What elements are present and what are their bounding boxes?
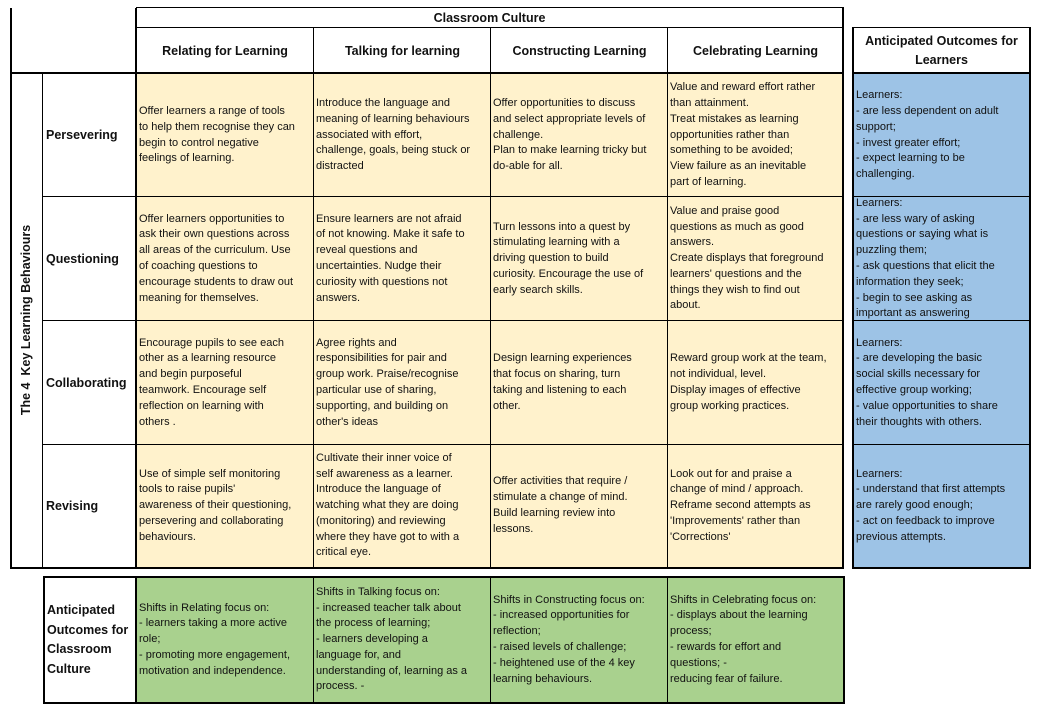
outcome-learners-collaborating: Learners: - are developing the basic social skills necessary for effective group working; - value opportunities to share their thoughts with others. [854, 321, 1030, 445]
outcome-learners-persevering: Learners: - are less dependent on adult support; - invest greater effort; - expect learning to be challenging. [854, 74, 1030, 197]
classroom-outcome-talking: Shifts in Talking focus on: - increased teacher talk about the process of learning; - learners developing a language for, and understanding of, learning as a process. - [314, 578, 491, 702]
row-label-questioning: Questioning [46, 252, 119, 266]
column-header-relating: Relating for Learning [162, 43, 288, 58]
column-header-talking: Talking for learning [344, 43, 461, 58]
cell-questioning-constructing: Turn lessons into a quest by stimulating learning with a driving question to build curiosity. Encourage the use of early search skills. [491, 197, 668, 321]
cell-revising-constructing: Offer activities that require / stimulate a change of mind. Build learning review into lessons. [491, 445, 668, 567]
cell-collaborating-constructing: Design learning experiences that focus on sharing, turn taking and listening to each other. [491, 321, 668, 445]
classroom-outcome-celebrating: Shifts in Celebrating focus on: - displays about the learning process; - rewards for effort and questions; - reducing fear of failure. [668, 578, 843, 702]
cell-revising-talking: Cultivate their inner voice of self awareness as a learner. Introduce the language of watching what they are doing (monitoring) and reviewing where they have got to with a critical eye. [314, 445, 491, 567]
outcomes-for-learners-header: Anticipated Outcomes for Learners [865, 33, 1018, 67]
classroom-outcome-relating: Shifts in Relating focus on: - learners taking a more active role; - promoting more engagement, motivation and independence. [137, 578, 314, 702]
cell-revising-celebrating: Look out for and praise a change of mind / approach. Reframe second attempts as 'Improvements' rather than 'Corrections' [668, 445, 843, 567]
key-learning-behaviours-label: The 4 Key Learning Behaviours [19, 224, 34, 416]
cell-collaborating-talking: Agree rights and responsibilities for pair and group work. Praise/recognise particular use of sharing, supporting, and building on other's ideas [314, 321, 491, 445]
classroom-outcome-constructing: Shifts in Constructing focus on: - increased opportunities for reflection; - raised levels of challenge; - heightened use of the 4 key learning behaviours. [491, 578, 668, 702]
column-header-constructing: Constructing Learning [512, 43, 647, 58]
outcome-learners-questioning: Learners: - are less wary of asking questions or saying what is puzzling them; - ask questions that elicit the information they seek; - begin to see asking as important as answering [854, 197, 1030, 321]
row-label-revising: Revising [46, 499, 99, 513]
cell-collaborating-relating: Encourage pupils to see each other as a learning resource and begin purposeful teamwork. Encourage self reflection on learning with others . [137, 321, 314, 445]
column-header-celebrating: Celebrating Learning [692, 43, 819, 58]
cell-persevering-relating: Offer learners a range of tools to help them recognise they can begin to control negative feelings of learning. [137, 74, 314, 197]
side-label-container [10, 73, 43, 567]
cell-revising-relating: Use of simple self monitoring tools to raise pupils' awareness of their questioning, persevering and collaborating behaviours. [137, 445, 314, 567]
row-label-persevering: Persevering [46, 128, 118, 142]
cell-persevering-constructing: Offer opportunities to discuss and select appropriate levels of challenge. Plan to make learning tricky but do-able for all. [491, 74, 668, 197]
cell-questioning-celebrating: Value and praise good questions as much as good answers. Create displays that foreground learners' questions and the things they wish to find out about. [668, 197, 843, 321]
row-label-collaborating: Collaborating [46, 376, 127, 390]
cell-questioning-talking: Ensure learners are not afraid of not knowing. Make it safe to reveal questions and uncertainties. Nudge their curiosity with questions not answers. [314, 197, 491, 321]
cell-collaborating-celebrating: Reward group work at the team, not individual, level. Display images of effective group working practices. [668, 321, 843, 445]
classroom-culture-header: Classroom Culture [433, 11, 546, 25]
outcome-learners-revising: Learners: - understand that first attempts are rarely good enough; - act on feedback to improve previous attempts. [854, 445, 1030, 567]
classroom-outcomes-label: Anticipated Outcomes for Classroom Culture [47, 603, 129, 676]
cell-persevering-celebrating: Value and reward effort rather than attainment. Treat mistakes as learning opportunities rather than something to be avoided; View failure as an inevitable part of learning. [668, 74, 843, 197]
cell-questioning-relating: Offer learners opportunities to ask their own questions across all areas of the curriculum. Use of coaching questions to encourage students to draw out meaning for themselves. [137, 197, 314, 321]
cell-persevering-talking: Introduce the language and meaning of learning behaviours associated with effort, challenge, goals, being stuck or distracted [314, 74, 491, 197]
